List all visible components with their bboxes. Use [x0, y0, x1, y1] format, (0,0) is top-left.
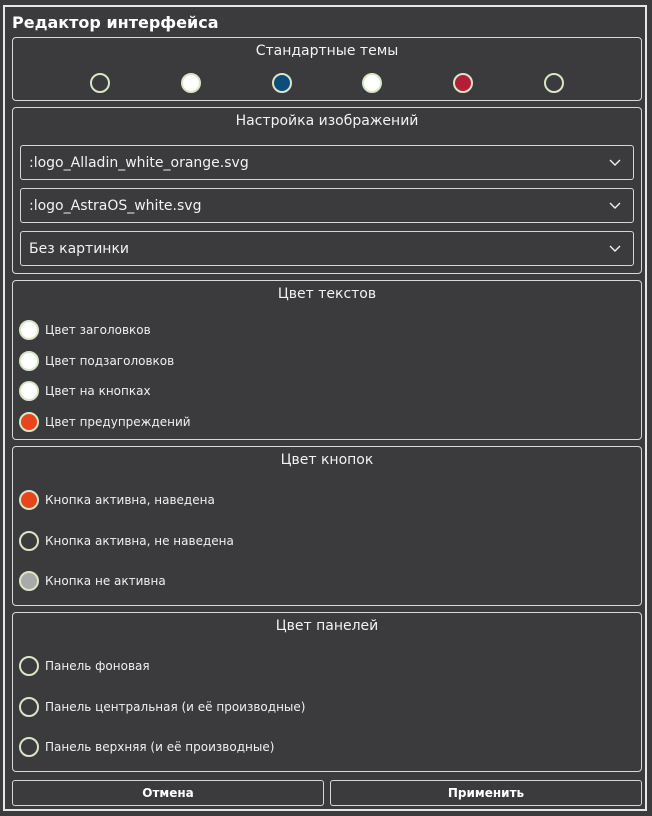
themes-group	[12, 37, 642, 101]
image-combo-1-value: :logo_Alladin_white_orange.svg	[29, 155, 249, 171]
color-swatch[interactable]	[19, 656, 39, 676]
interface-editor-window	[3, 5, 647, 811]
window-title: Редактор интерфейса	[12, 13, 219, 32]
theme-swatch-4[interactable]	[362, 73, 382, 93]
color-swatch[interactable]	[19, 697, 39, 717]
color-swatch[interactable]	[19, 351, 39, 371]
image-combo-3[interactable]	[20, 231, 634, 266]
images-group-title: Настройка изображений	[235, 113, 419, 129]
color-swatch[interactable]	[19, 412, 39, 432]
themes-group-title: Стандартные темы	[255, 43, 399, 59]
chevron-down-icon	[609, 199, 621, 211]
button-color-inactive-label: Кнопка не активна	[45, 574, 166, 588]
text-color-headings-label: Цвет заголовков	[45, 323, 151, 337]
text-color-warnings-label: Цвет предупреждений	[45, 415, 191, 429]
theme-swatch-3[interactable]	[272, 73, 292, 93]
theme-swatch-6[interactable]	[544, 73, 564, 93]
theme-swatch-2[interactable]	[181, 73, 201, 93]
chevron-down-icon	[609, 242, 621, 254]
text-colors-group-title: Цвет текстов	[277, 286, 377, 302]
cancel-button[interactable]: Отмена	[12, 780, 324, 806]
panel-color-central-label: Панель центральная (и её производные)	[45, 700, 306, 714]
theme-swatches	[13, 73, 641, 95]
image-combo-3-value: Без картинки	[29, 241, 129, 257]
button-color-active-hover-label: Кнопка активна, наведена	[45, 493, 215, 507]
color-swatch[interactable]	[19, 320, 39, 340]
color-swatch[interactable]	[19, 490, 39, 510]
apply-button[interactable]: Применить	[330, 780, 642, 806]
theme-swatch-5[interactable]	[453, 73, 473, 93]
image-combo-1[interactable]	[20, 145, 634, 180]
image-combo-2[interactable]	[20, 188, 634, 223]
button-color-active-normal-label: Кнопка активна, не наведена	[45, 534, 234, 548]
color-swatch[interactable]	[19, 571, 39, 591]
color-swatch[interactable]	[19, 381, 39, 401]
panel-colors-group-title: Цвет панелей	[275, 618, 379, 634]
color-swatch[interactable]	[19, 737, 39, 757]
theme-swatch-1[interactable]	[90, 73, 110, 93]
panel-color-background-label: Панель фоновая	[45, 659, 150, 673]
chevron-down-icon	[609, 156, 621, 168]
panel-color-top-label: Панель верхняя (и её производные)	[45, 740, 275, 754]
images-group	[12, 107, 642, 274]
button-colors-group	[12, 446, 642, 606]
panel-colors-group	[12, 612, 642, 772]
button-colors-group-title: Цвет кнопок	[280, 452, 374, 468]
text-color-buttons-label: Цвет на кнопках	[45, 384, 151, 398]
text-colors-group	[12, 280, 642, 440]
text-color-subheadings-label: Цвет подзаголовков	[45, 354, 175, 368]
image-combo-2-value: :logo_AstraOS_white.svg	[29, 198, 202, 214]
color-swatch[interactable]	[19, 531, 39, 551]
